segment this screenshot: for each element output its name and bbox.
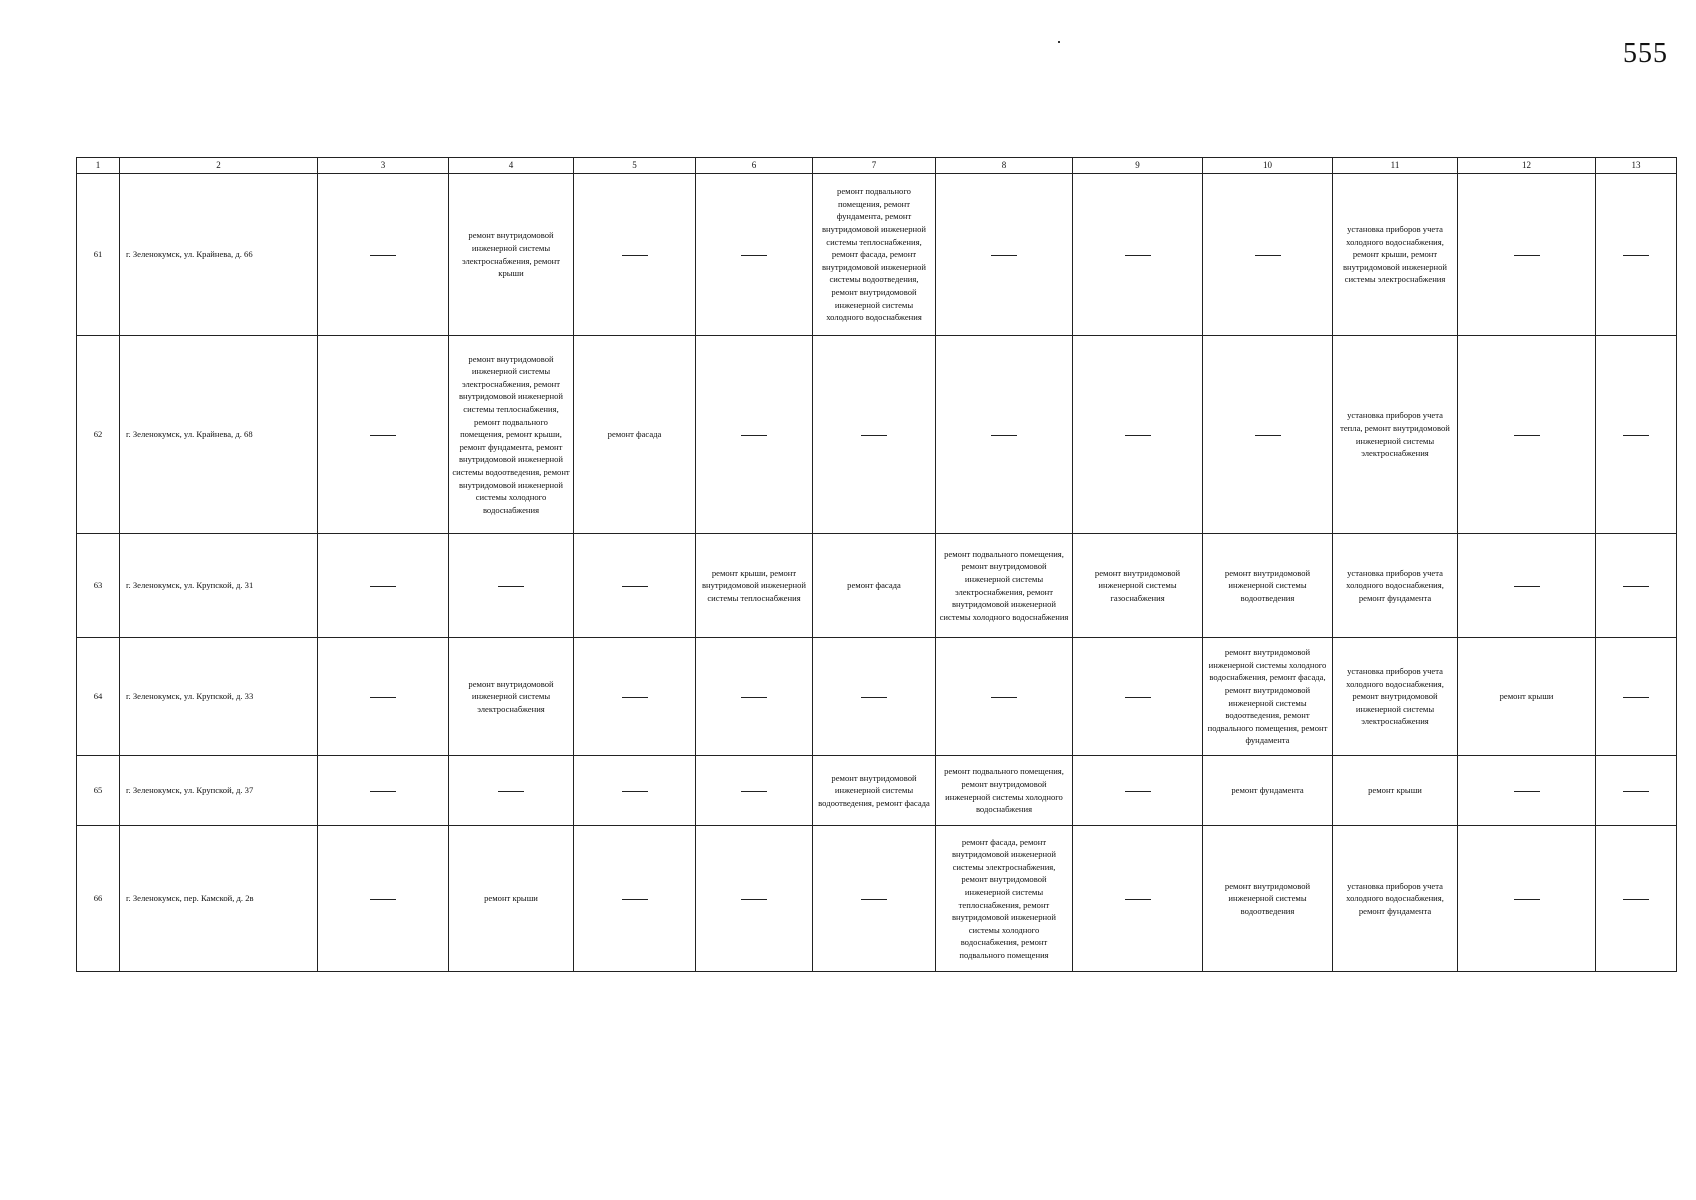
empty-dash-cell xyxy=(574,174,696,336)
column-header: 12 xyxy=(1458,158,1596,174)
works-cell: ремонт внутридомовой инженерной системы газоснабжения xyxy=(1073,534,1203,638)
empty-dash-cell xyxy=(813,826,936,972)
dash-mark xyxy=(622,899,648,900)
dash-mark xyxy=(741,255,767,256)
empty-dash-cell xyxy=(1203,174,1333,336)
column-header: 9 xyxy=(1073,158,1203,174)
address-cell: г. Зеленокумск, ул. Крупской, д. 37 xyxy=(120,756,318,826)
empty-dash-cell xyxy=(574,756,696,826)
dash-mark xyxy=(1125,435,1151,436)
dash-mark xyxy=(1514,435,1540,436)
dash-mark xyxy=(1125,791,1151,792)
column-header: 11 xyxy=(1333,158,1458,174)
empty-dash-cell xyxy=(936,638,1073,756)
works-cell: ремонт крыши xyxy=(1458,638,1596,756)
column-header: 1 xyxy=(77,158,120,174)
column-header: 10 xyxy=(1203,158,1333,174)
dash-mark xyxy=(741,435,767,436)
row-number: 66 xyxy=(77,826,120,972)
works-cell: ремонт внутридомовой инженерной системы электроснабжения, ремонт крыши xyxy=(449,174,574,336)
dash-mark xyxy=(1255,435,1281,436)
works-cell: ремонт внутридомовой инженерной системы водоотведения xyxy=(1203,826,1333,972)
empty-dash-cell xyxy=(696,756,813,826)
empty-dash-cell xyxy=(1458,826,1596,972)
dash-mark xyxy=(1125,255,1151,256)
empty-dash-cell xyxy=(318,174,449,336)
dash-mark xyxy=(370,586,396,587)
empty-dash-cell xyxy=(1458,174,1596,336)
works-cell: ремонт подвального помещения, ремонт внутридомовой инженерной системы холодного водоснабжения xyxy=(936,756,1073,826)
dash-mark xyxy=(1125,899,1151,900)
row-number: 61 xyxy=(77,174,120,336)
dash-mark xyxy=(1623,791,1649,792)
empty-dash-cell xyxy=(936,336,1073,534)
empty-dash-cell xyxy=(574,534,696,638)
dash-mark xyxy=(861,697,887,698)
dash-mark xyxy=(498,791,524,792)
dash-mark xyxy=(1514,586,1540,587)
row-number: 64 xyxy=(77,638,120,756)
dash-mark xyxy=(498,586,524,587)
works-cell: ремонт крыши xyxy=(1333,756,1458,826)
empty-dash-cell xyxy=(696,826,813,972)
scan-speck xyxy=(1058,41,1060,43)
column-header: 4 xyxy=(449,158,574,174)
dash-mark xyxy=(861,899,887,900)
empty-dash-cell xyxy=(1073,174,1203,336)
empty-dash-cell xyxy=(696,174,813,336)
empty-dash-cell xyxy=(1073,756,1203,826)
empty-dash-cell xyxy=(1203,336,1333,534)
dash-mark xyxy=(741,697,767,698)
row-number: 63 xyxy=(77,534,120,638)
works-cell: ремонт фасада xyxy=(813,534,936,638)
empty-dash-cell xyxy=(936,174,1073,336)
dash-mark xyxy=(1514,791,1540,792)
dash-mark xyxy=(991,255,1017,256)
table-row xyxy=(77,826,1677,972)
dash-mark xyxy=(1255,255,1281,256)
dash-mark xyxy=(370,791,396,792)
dash-mark xyxy=(741,899,767,900)
address-cell: г. Зеленокумск, ул. Крупской, д. 33 xyxy=(120,638,318,756)
empty-dash-cell xyxy=(318,336,449,534)
dash-mark xyxy=(370,697,396,698)
empty-dash-cell xyxy=(1073,826,1203,972)
column-header: 8 xyxy=(936,158,1073,174)
works-cell: ремонт внутридомовой инженерной системы электроснабжения xyxy=(449,638,574,756)
row-number: 62 xyxy=(77,336,120,534)
table-row xyxy=(77,638,1677,756)
empty-dash-cell xyxy=(449,756,574,826)
dash-mark xyxy=(370,899,396,900)
works-cell: ремонт внутридомовой инженерной системы водоотведения, ремонт фасада xyxy=(813,756,936,826)
table-row xyxy=(77,174,1677,336)
dash-mark xyxy=(1623,899,1649,900)
dash-mark xyxy=(1623,435,1649,436)
empty-dash-cell xyxy=(318,756,449,826)
dash-mark xyxy=(741,791,767,792)
empty-dash-cell xyxy=(449,534,574,638)
column-header: 6 xyxy=(696,158,813,174)
empty-dash-cell xyxy=(1596,534,1677,638)
dash-mark xyxy=(622,586,648,587)
works-cell: ремонт внутридомовой инженерной системы электроснабжения, ремонт внутридомовой инженерной системы теплоснабжения, ремонт подвального помещения, ремонт крыши, ремонт фундамента, ремонт внутридомовой инженерной системы водоотведения, ремонт внутридомовой инженерной системы холодного водоснабжения xyxy=(449,336,574,534)
dash-mark xyxy=(1514,255,1540,256)
address-cell: г. Зеленокумск, ул. Крайнева, д. 66 xyxy=(120,174,318,336)
dash-mark xyxy=(1514,899,1540,900)
row-number: 65 xyxy=(77,756,120,826)
empty-dash-cell xyxy=(1596,756,1677,826)
empty-dash-cell xyxy=(1073,336,1203,534)
dash-mark xyxy=(622,255,648,256)
table-row xyxy=(77,336,1677,534)
empty-dash-cell xyxy=(1073,638,1203,756)
empty-dash-cell xyxy=(1458,336,1596,534)
dash-mark xyxy=(622,697,648,698)
empty-dash-cell xyxy=(318,534,449,638)
table-row xyxy=(77,756,1677,826)
table-row xyxy=(77,534,1677,638)
empty-dash-cell xyxy=(1596,638,1677,756)
works-cell: ремонт внутридомовой инженерной системы холодного водоснабжения, ремонт фасада, ремонт внутридомовой инженерной системы водоотведения, ремонт подвального помещения, ремонт фундамента xyxy=(1203,638,1333,756)
dash-mark xyxy=(370,255,396,256)
dash-mark xyxy=(1623,697,1649,698)
column-header: 13 xyxy=(1596,158,1677,174)
works-cell: ремонт фасада xyxy=(574,336,696,534)
empty-dash-cell xyxy=(1596,336,1677,534)
dash-mark xyxy=(991,697,1017,698)
empty-dash-cell xyxy=(318,638,449,756)
column-header: 3 xyxy=(318,158,449,174)
works-cell: установка приборов учета холодного водоснабжения, ремонт внутридомовой инженерной системы электроснабжения xyxy=(1333,638,1458,756)
works-cell: ремонт подвального помещения, ремонт фундамента, ремонт внутридомовой инженерной системы теплоснабжения, ремонт фасада, ремонт внутридомовой инженерной системы водоотведения, ремонт внутридомовой инженерной системы холодного водоснабжения xyxy=(813,174,936,336)
empty-dash-cell xyxy=(1458,756,1596,826)
empty-dash-cell xyxy=(696,638,813,756)
works-cell: установка приборов учета холодного водоснабжения, ремонт крыши, ремонт внутридомовой инженерной системы электроснабжения xyxy=(1333,174,1458,336)
dash-mark xyxy=(622,791,648,792)
column-header: 5 xyxy=(574,158,696,174)
empty-dash-cell xyxy=(696,336,813,534)
column-header: 2 xyxy=(120,158,318,174)
works-cell: установка приборов учета холодного водоснабжения, ремонт фундамента xyxy=(1333,826,1458,972)
column-header: 7 xyxy=(813,158,936,174)
empty-dash-cell xyxy=(813,336,936,534)
works-cell: ремонт фундамента xyxy=(1203,756,1333,826)
empty-dash-cell xyxy=(813,638,936,756)
dash-mark xyxy=(370,435,396,436)
works-cell: установка приборов учета холодного водоснабжения, ремонт фундамента xyxy=(1333,534,1458,638)
dash-mark xyxy=(1623,586,1649,587)
address-cell: г. Зеленокумск, пер. Камской, д. 2в xyxy=(120,826,318,972)
page-number: 555 xyxy=(1623,38,1668,69)
empty-dash-cell xyxy=(318,826,449,972)
empty-dash-cell xyxy=(574,826,696,972)
address-cell: г. Зеленокумск, ул. Крайнева, д. 68 xyxy=(120,336,318,534)
works-table xyxy=(76,157,1677,972)
header-row xyxy=(77,158,1677,174)
empty-dash-cell xyxy=(574,638,696,756)
dash-mark xyxy=(1623,255,1649,256)
works-cell: ремонт внутридомовой инженерной системы водоотведения xyxy=(1203,534,1333,638)
works-cell: ремонт фасада, ремонт внутридомовой инженерной системы электроснабжения, ремонт внутридомовой инженерной системы теплоснабжения, ремонт внутридомовой инженерной системы холодного водоснабжения, ремонт подвального помещения xyxy=(936,826,1073,972)
dash-mark xyxy=(1125,697,1151,698)
address-cell: г. Зеленокумск, ул. Крупской, д. 31 xyxy=(120,534,318,638)
dash-mark xyxy=(861,435,887,436)
empty-dash-cell xyxy=(1596,826,1677,972)
works-cell: ремонт крыши xyxy=(449,826,574,972)
works-cell: ремонт подвального помещения, ремонт внутридомовой инженерной системы электроснабжения, ремонт внутридомовой инженерной системы холодного водоснабжения xyxy=(936,534,1073,638)
works-cell: установка приборов учета тепла, ремонт внутридомовой инженерной системы электроснабжения xyxy=(1333,336,1458,534)
empty-dash-cell xyxy=(1596,174,1677,336)
empty-dash-cell xyxy=(1458,534,1596,638)
works-cell: ремонт крыши, ремонт внутридомовой инженерной системы теплоснабжения xyxy=(696,534,813,638)
dash-mark xyxy=(991,435,1017,436)
